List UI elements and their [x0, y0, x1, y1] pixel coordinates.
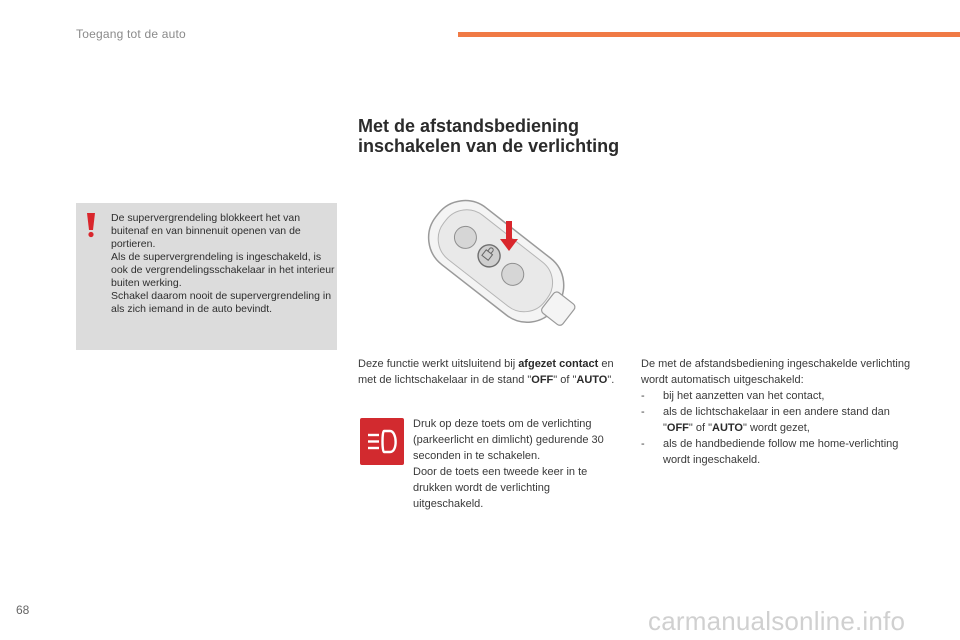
intro-bold-contact: afgezet contact	[518, 358, 599, 370]
intro-text-4: ".	[607, 374, 615, 386]
list-dash: -	[641, 390, 645, 402]
warning-line-3: Schakel daarom nooit de supervergrendeling in als zich iemand in de auto bevindt.	[111, 290, 332, 315]
intro-paragraph	[358, 356, 618, 388]
item2-text-d: " wordt gezet,	[742, 422, 810, 434]
watermark: carmanualsonline.info	[648, 606, 906, 636]
instruction-line-1: Druk op deze toets om de verlichting (parkeerlicht en dimlicht) gedurende 30 seconden in te schakelen.	[413, 418, 604, 462]
item2-text-a: als de lichtschakelaar in een andere stand dan "	[663, 406, 890, 434]
instruction-line-2: Door de toets een tweede keer in te drukken wordt de verlichting uitgeschakeld.	[413, 466, 588, 510]
headlamp-icon	[360, 418, 404, 465]
list-item-text: bij het aanzetten van het contact,	[663, 390, 825, 402]
intro-text-1: Deze functie werkt uitsluitend bij	[358, 358, 519, 370]
instruction-paragraph	[413, 416, 623, 512]
list-dash: -	[641, 406, 645, 418]
item2-bold-off: OFF	[666, 422, 689, 434]
auto-off-paragraph	[641, 356, 911, 468]
remote-key-illustration	[412, 185, 580, 335]
list-item-text: als de handbediende follow me home-verlichting wordt ingeschakeld.	[663, 438, 899, 466]
list-item	[641, 388, 911, 404]
item2-bold-auto: AUTO	[712, 422, 743, 434]
list-dash: -	[641, 438, 645, 450]
warning-line-1: De supervergrendeling blokkeert het van buitenaf en van binnenuit openen van de portieren.	[111, 212, 301, 250]
intro-bold-off: OFF	[531, 374, 554, 386]
header-title: Toegang tot de auto	[76, 27, 186, 41]
list-item	[641, 436, 911, 468]
headlamp-button	[360, 418, 404, 465]
exclamation-icon	[85, 212, 97, 238]
header-accent-bar	[458, 32, 960, 37]
intro-text-2: en met de lichtschakelaar in de stand "	[358, 358, 614, 386]
auto-off-intro: De met de afstandsbediening ingeschakelde verlichting wordt automatisch uitgeschakeld:	[641, 358, 911, 386]
intro-text-3: " of "	[553, 374, 577, 386]
item2-text-c: " of "	[688, 422, 713, 434]
warning-line-2: Als de supervergrendeling is ingeschakeld, is ook de vergrendelingsschakelaar in het interieur buiten werking.	[111, 251, 335, 289]
warning-text	[111, 212, 335, 316]
list-item-text	[663, 404, 911, 436]
warning-box	[76, 203, 337, 350]
section-title	[358, 116, 678, 156]
section-title-line-2: inschakelen van de verlichting	[358, 136, 620, 156]
section-title-line-1: Met de afstandsbediening	[358, 116, 580, 136]
list-item	[641, 404, 911, 436]
intro-bold-auto: AUTO	[576, 374, 608, 386]
page-number: 68	[16, 603, 30, 617]
